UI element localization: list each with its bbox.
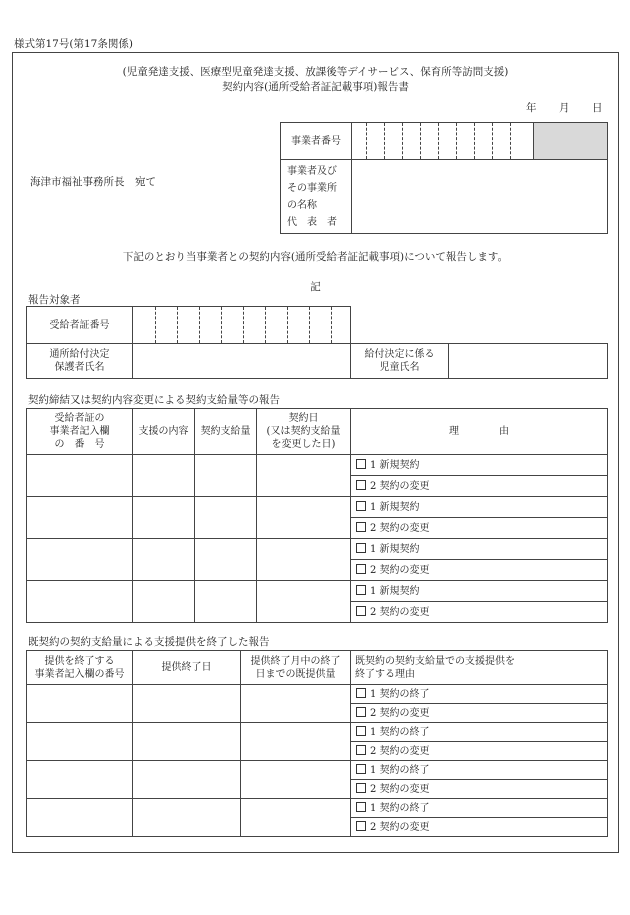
s2-row-entry[interactable] <box>27 685 133 723</box>
form-subtitle: (児童発達支援、医療型児童発達支援、放課後等デイサービス、保育所等訪問支援) <box>122 66 509 78</box>
s1-header-entry-2: 事業者記入欄 <box>49 426 110 437</box>
s1-option-label: 2 契約の変更 <box>370 522 430 534</box>
s1-option-new[interactable] <box>351 539 608 560</box>
child-label-1: 給付決定に係る <box>364 349 435 360</box>
s1-row-amount[interactable] <box>195 455 257 497</box>
child-label-2: 児童氏名 <box>379 362 420 373</box>
s2-header-used-1: 提供終了月中の終了 <box>250 655 341 667</box>
s2-header-end-date: 提供終了日 <box>133 651 241 685</box>
s2-option-change[interactable] <box>351 704 608 723</box>
s2-row-end-date[interactable] <box>133 723 241 761</box>
provider-name-field[interactable] <box>352 160 608 234</box>
date-year-label: 年 <box>526 102 537 114</box>
s1-row-entry[interactable] <box>27 497 133 539</box>
s1-row-entry[interactable] <box>27 581 133 623</box>
s1-header-reason: 理 由 <box>351 409 608 455</box>
s2-option-label: 2 契約の変更 <box>370 783 430 795</box>
s1-row-amount[interactable] <box>195 497 257 539</box>
recipient-cert-label: 受給者証番号 <box>27 307 133 344</box>
s2-row-used[interactable] <box>241 761 351 799</box>
intro-text: 下記のとおり当事業者との契約内容(通所受給者証記載事項)について報告します。 <box>122 251 509 263</box>
s2-header-reason-2: 終了する理由 <box>355 668 415 680</box>
s1-option-change[interactable] <box>351 476 608 497</box>
s2-option-change[interactable] <box>351 780 608 799</box>
s1-row-date[interactable] <box>257 455 351 497</box>
form-number-label: 様式第17号(第17条関係) <box>14 38 133 50</box>
provider-number-shaded <box>534 123 608 160</box>
s2-row-used[interactable] <box>241 685 351 723</box>
s2-row-used[interactable] <box>241 723 351 761</box>
checkbox-icon[interactable] <box>356 480 366 490</box>
s2-option-change[interactable] <box>351 742 608 761</box>
s2-option-label: 2 契約の変更 <box>370 707 430 719</box>
subject-label: 報告対象者 <box>28 294 81 306</box>
provider-number-field[interactable] <box>352 123 534 160</box>
s1-option-label: 2 契約の変更 <box>370 606 430 618</box>
s1-option-new[interactable] <box>351 455 608 476</box>
s2-row-entry[interactable] <box>27 799 133 837</box>
date-day-label: 日 <box>592 102 603 114</box>
s1-header-date-1: 契約日 <box>288 413 319 424</box>
checkbox-icon[interactable] <box>356 585 366 595</box>
section1-title: 契約締結又は契約内容変更による契約支給量等の報告 <box>28 394 280 406</box>
s1-header-entry-3: の 番 号 <box>54 439 105 450</box>
s2-header-used-2: 日までの既提供量 <box>255 668 336 680</box>
s2-header-reason-1: 既契約の契約支給量での支援提供を <box>355 655 515 667</box>
s2-option-end[interactable] <box>351 685 608 704</box>
s2-option-label: 2 契約の変更 <box>370 745 430 757</box>
checkbox-icon[interactable] <box>356 459 366 469</box>
s2-option-label: 1 契約の終了 <box>370 764 430 776</box>
s2-option-label: 1 契約の終了 <box>370 688 430 700</box>
s1-option-new[interactable] <box>351 497 608 518</box>
s1-option-change[interactable] <box>351 518 608 539</box>
s1-option-change[interactable] <box>351 560 608 581</box>
s2-option-end[interactable] <box>351 761 608 780</box>
s1-row-date[interactable] <box>257 539 351 581</box>
s1-row-date[interactable] <box>257 581 351 623</box>
s2-row-end-date[interactable] <box>133 761 241 799</box>
guardian-name-field[interactable] <box>133 344 351 379</box>
checkbox-icon[interactable] <box>356 764 366 774</box>
checkbox-icon[interactable] <box>356 821 366 831</box>
checkbox-icon[interactable] <box>356 564 366 574</box>
date-month-label: 月 <box>559 102 570 114</box>
checkbox-icon[interactable] <box>356 707 366 717</box>
provider-name-label-1: 事業者及び <box>287 165 337 177</box>
checkbox-icon[interactable] <box>356 606 366 616</box>
s1-row-content[interactable] <box>133 581 195 623</box>
s1-header-entry-1: 受給者証の <box>54 413 105 424</box>
checkbox-icon[interactable] <box>356 802 366 812</box>
provider-table <box>280 122 608 234</box>
s1-option-label: 2 契約の変更 <box>370 480 430 492</box>
provider-name-label-2: その事業所 <box>287 182 337 194</box>
provider-name-label-4: 代 表 者 <box>287 216 337 228</box>
s2-option-end[interactable] <box>351 799 608 818</box>
addressee: 海津市福祉事務所長 宛て <box>30 176 156 188</box>
s1-row-entry[interactable] <box>27 455 133 497</box>
recipient-names-table <box>26 343 608 379</box>
s2-option-end[interactable] <box>351 723 608 742</box>
s2-row-used[interactable] <box>241 799 351 837</box>
provider-name-label-3: の名称 <box>287 199 317 211</box>
guardian-label-1: 通所給付決定 <box>49 349 110 360</box>
s2-row-entry[interactable] <box>27 723 133 761</box>
s1-header-amount: 契約支給量 <box>195 409 257 455</box>
s2-header-entry-1: 提供を終了する <box>44 655 115 667</box>
s2-option-change[interactable] <box>351 818 608 837</box>
s1-option-new[interactable] <box>351 581 608 602</box>
recipient-cert-field[interactable] <box>133 307 351 344</box>
s1-row-amount[interactable] <box>195 581 257 623</box>
form-title: 契約内容(通所受給者証記載事項)報告書 <box>222 81 409 93</box>
s1-option-change[interactable] <box>351 602 608 623</box>
section1-table <box>26 408 608 623</box>
s2-row-end-date[interactable] <box>133 685 241 723</box>
checkbox-icon[interactable] <box>356 543 366 553</box>
s1-row-entry[interactable] <box>27 539 133 581</box>
s2-option-label: 2 契約の変更 <box>370 821 430 833</box>
section2-table <box>26 650 608 837</box>
recipient-cert-table <box>26 306 351 344</box>
s1-header-date-3: を変更した日) <box>271 439 336 450</box>
s1-row-date[interactable] <box>257 497 351 539</box>
s2-header-entry-2: 事業者記入欄の番号 <box>34 668 125 680</box>
checkbox-icon[interactable] <box>356 501 366 511</box>
s2-row-entry[interactable] <box>27 761 133 799</box>
section2-title: 既契約の契約支給量による支援提供を終了した報告 <box>28 636 270 648</box>
s2-option-label: 1 契約の終了 <box>370 802 430 814</box>
checkbox-icon[interactable] <box>356 522 366 532</box>
checkbox-icon[interactable] <box>356 783 366 793</box>
s1-header-content: 支援の内容 <box>133 409 195 455</box>
ki-label: 記 <box>310 281 321 293</box>
checkbox-icon[interactable] <box>356 688 366 698</box>
s1-row-content[interactable] <box>133 497 195 539</box>
s2-row-end-date[interactable] <box>133 799 241 837</box>
s1-row-content[interactable] <box>133 455 195 497</box>
s2-option-label: 1 契約の終了 <box>370 726 430 738</box>
s1-row-content[interactable] <box>133 539 195 581</box>
s1-row-amount[interactable] <box>195 539 257 581</box>
s1-option-label: 2 契約の変更 <box>370 564 430 576</box>
checkbox-icon[interactable] <box>356 726 366 736</box>
s1-option-label: 1 新規契約 <box>370 459 420 471</box>
guardian-label-2: 保護者氏名 <box>54 362 105 373</box>
provider-number-label: 事業者番号 <box>281 123 352 160</box>
child-name-field[interactable] <box>449 344 608 379</box>
s1-option-label: 1 新規契約 <box>370 585 420 597</box>
s1-option-label: 1 新規契約 <box>370 501 420 513</box>
checkbox-icon[interactable] <box>356 745 366 755</box>
s1-header-date-2: (又は契約支給量 <box>266 426 341 437</box>
s1-option-label: 1 新規契約 <box>370 543 420 555</box>
